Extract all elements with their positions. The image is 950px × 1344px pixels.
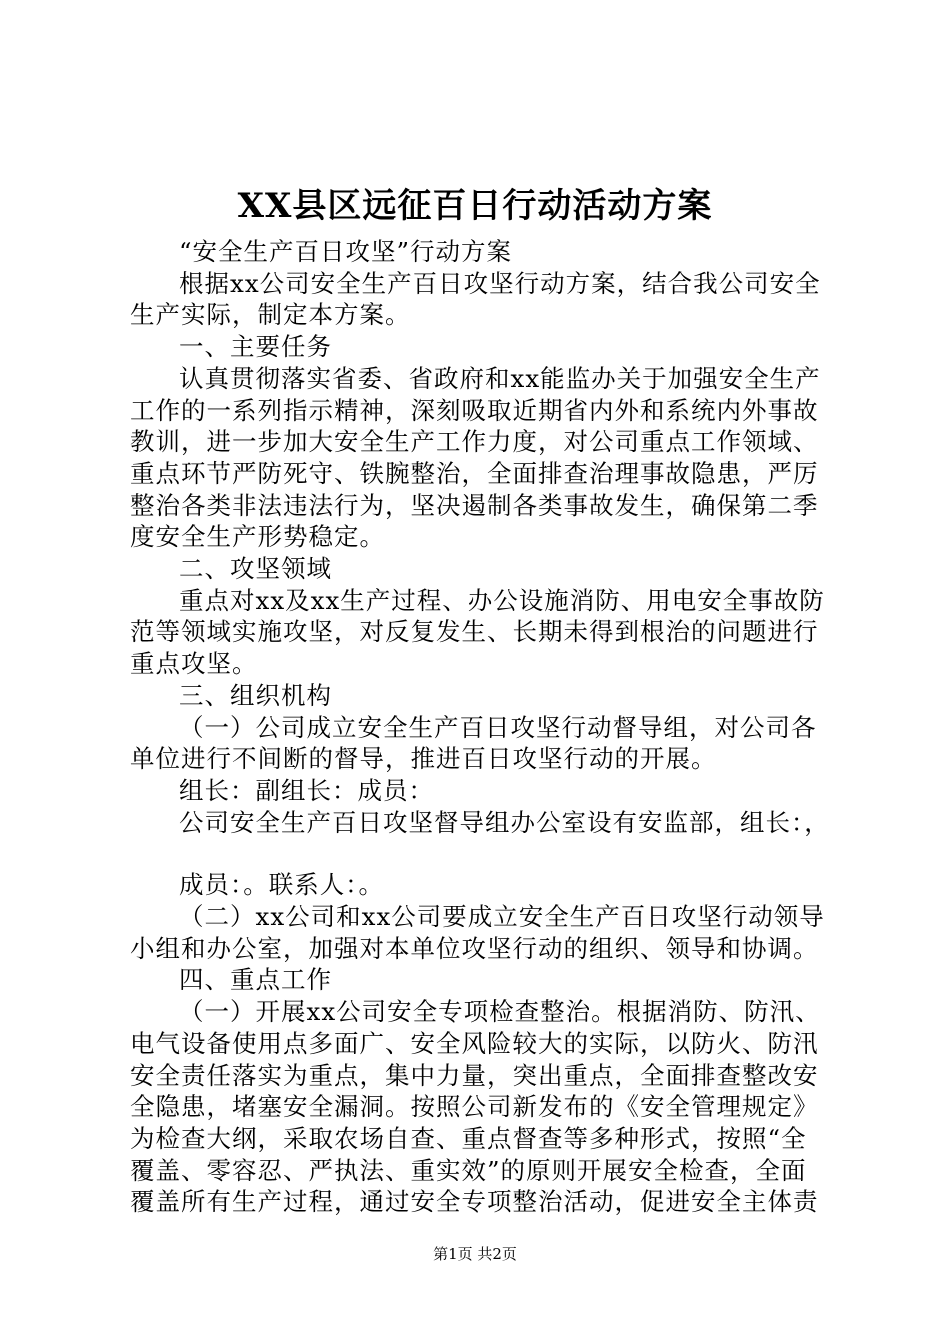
document-title: XX县区远征百日行动活动方案 <box>237 186 713 226</box>
paragraph-team-roles: 组长：副组长：成员： <box>179 775 434 805</box>
document-body <box>130 236 830 1218</box>
section-heading-organization: 三、组织机构 <box>179 680 332 710</box>
paragraph-subtitle: “安全生产百日攻坚”行动方案 <box>179 237 513 266</box>
paragraph-organization-2: （二）xx公司和xx公司要成立安全生产百日攻坚行动领导小组和办公室，加强对本单位攻坚行动的组织、领导和协调。 <box>130 902 825 963</box>
section-heading-focus-areas: 二、攻坚领域 <box>179 554 332 584</box>
page-number-footer: 第1页 共2页 <box>433 1245 517 1263</box>
section-heading-main-tasks: 一、主要任务 <box>179 332 332 362</box>
paragraph-focus-areas: 重点对xx及xx生产过程、办公设施消防、用电安全事故防范等领域实施攻坚，对反复发生、长期未得到根治的问题进行重点攻坚。 <box>130 585 825 679</box>
paragraph-office: 公司安全生产百日攻坚督导组办公室设有安监部，组长：， <box>179 807 830 837</box>
paragraph-members-contact: 成员：。联系人：。 <box>179 870 384 900</box>
section-heading-key-work: 四、重点工作 <box>179 965 332 995</box>
paragraph-organization-1: （一）公司成立安全生产百日攻坚行动督导组，对公司各单位进行不间断的督导，推进百日攻坚行动的开展。 <box>130 712 817 774</box>
paragraph-main-tasks: 认真贯彻落实省委、省政府和xx能监办关于加强安全生产工作的一系列指示精神，深刻吸取近期省内外和系统内外事故教训，进一步加大安全生产工作力度，对公司重点工作领域、重点环节严防死守、铁腕整治，全面排查治理事故隐患，严厉整治各类非法违法行为，坚决遏制各类事故发生，确保第二季度安全生产形势稳定。 <box>130 363 821 552</box>
paragraph-key-work-1: （一）开展xx公司安全专项检查整治。根据消防、防汛、电气设备使用点多面广、安全风险较大的实际，以防火、防汛安全责任落实为重点，集中力量，突出重点，全面排查整改安全隐患，堵塞安全漏洞。按照公司新发布的《安全管理规定》为检查大纲，采取农场自查、重点督查等多种形式，按照“全覆盖、零容忍、严执法、重实效”的原则开展安全检查，全面覆盖所有生产过程，通过安全专项整治活动，促进安全主体责 <box>130 997 821 1217</box>
paragraph-intro: 根据xx公司安全生产百日攻坚行动方案，结合我公司安全生产实际，制定本方案。 <box>130 268 821 330</box>
